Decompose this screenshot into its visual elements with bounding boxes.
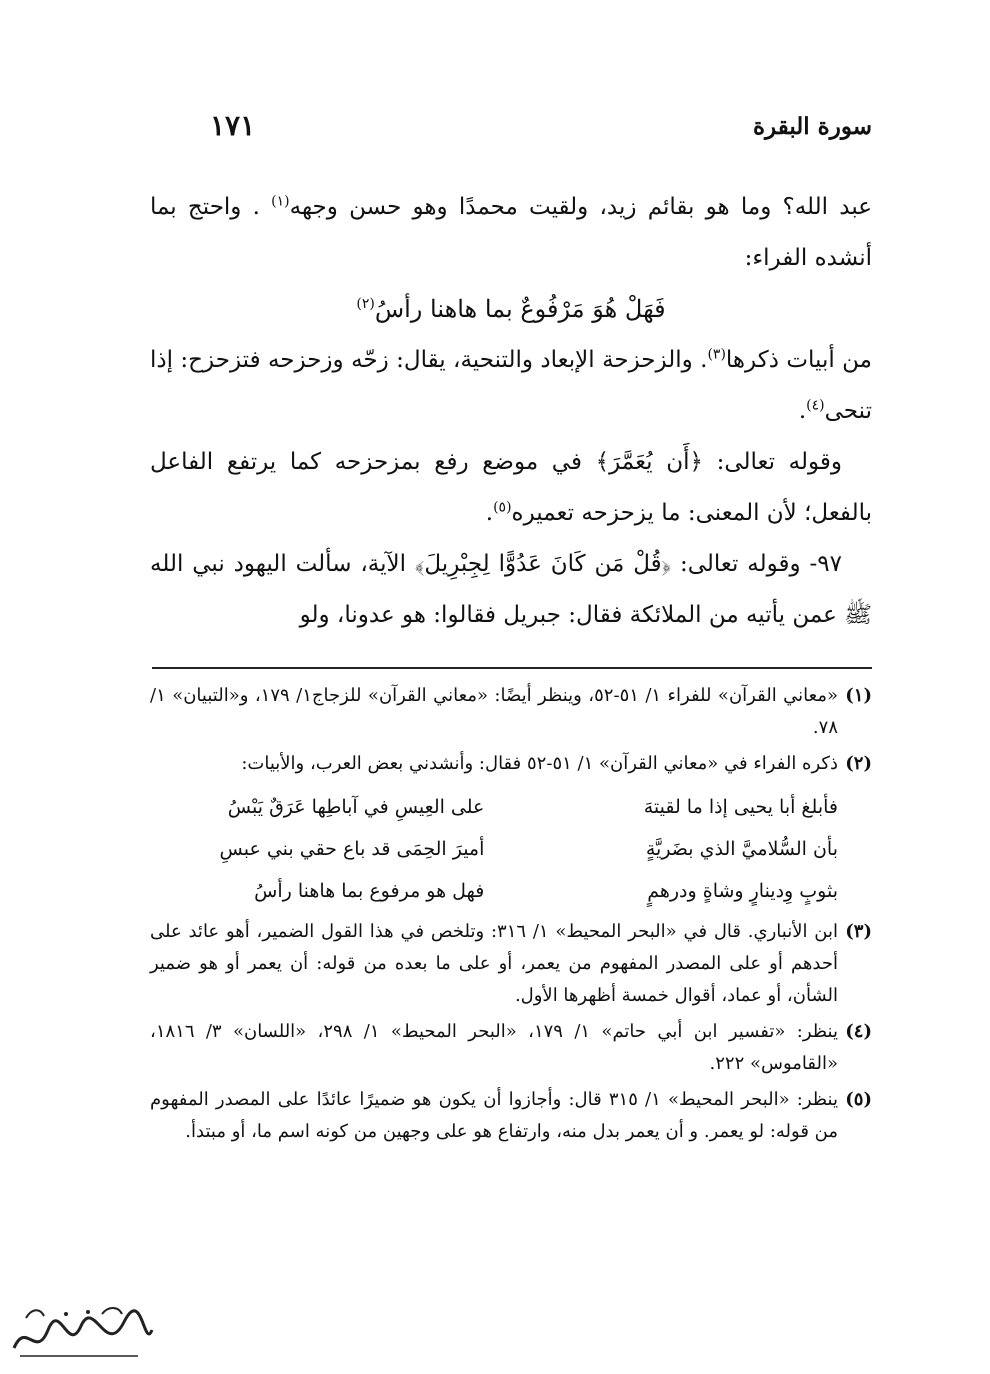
footnote-number: (١) xyxy=(845,685,872,706)
paragraph-3 xyxy=(150,437,872,539)
footnote-ref: (٢) xyxy=(356,296,375,312)
running-header xyxy=(150,109,872,153)
footnote-text: ينظر: «تفسير ابن أبي حاتم» ١/ ١٧٩، «البحر المحيط» ١/ ٢٩٨، «اللسان» ٣/ ١٨١٦، «القاموس» ٢٢٢. xyxy=(150,1021,838,1074)
text-line: من أبيات ذكرها xyxy=(725,347,872,373)
footnote-ref: (٣) xyxy=(707,346,726,363)
footnote-text: «معاني القرآن» للفراء ١/ ٥١-٥٢، وينظر أيضًا: «معاني القرآن» للزجاج١/ ١٧٩، و«التبيان» ١/ ٧٨. xyxy=(150,685,838,738)
poem-line xyxy=(150,786,838,828)
poem-hemistich-second: فهل هو مرفوع بما هاهنا رأسُ xyxy=(254,880,485,902)
surah-title: سورة البقرة xyxy=(752,113,872,140)
paragraph-1 xyxy=(150,182,872,284)
footnote-4 xyxy=(150,1016,872,1080)
text-line: . xyxy=(798,398,807,424)
footnote-separator xyxy=(152,667,872,669)
poem-hemistich-first: بثوبٍ وِدينارٍ وشاةٍ ودرهمٍ xyxy=(647,880,838,902)
footnotes xyxy=(150,680,872,1152)
footnote-ref: (٥) xyxy=(493,499,512,516)
footnote-number: (٤) xyxy=(845,1021,872,1042)
footnote-3 xyxy=(150,916,872,1012)
poem-hemistich-second: أميرَ الحِمَى قد باع حقي بني عبسِ xyxy=(219,838,485,860)
text-line: . xyxy=(485,500,494,526)
poem-block xyxy=(150,786,838,912)
main-text xyxy=(150,182,872,641)
footnote-1 xyxy=(150,680,872,744)
footnote-ref: (١) xyxy=(271,193,290,210)
text-line: وقوله تعالى: ﴿أَن يُعَمَّرَ﴾ في موضع رفع بمزحزحه كما يرتفع الفاعل بالفعل؛ لأن المعنى: ما يزحزحه تعميره xyxy=(150,449,872,526)
text-line: عبد الله؟ وما هو بقائم زيد، ولقيت محمدًا وهو حسن وجهه xyxy=(289,194,873,220)
poem-hemistich-second: على العِيسِ في آباطِها عَرَقٌ يَبْسُ xyxy=(227,796,485,818)
paragraph-2 xyxy=(150,335,872,437)
poem-hemistich-first: فأبلغ أبا يحيى إذا ما لقيتهَ xyxy=(643,796,838,818)
verse-text: فَهَلْ هُوَ مَرْفُوعٌ بما هاهنا رأسُ xyxy=(374,295,666,323)
footnote-number: (٣) xyxy=(845,921,872,942)
footnote-2 xyxy=(150,748,872,912)
poem-hemistich-first: بأن السُّلاميَّ الذي بضَريَّةٍ xyxy=(645,838,838,860)
footnote-text: ابن الأنباري. قال في «البحر المحيط» ١/ ٣١٦: وتلخص في هذا القول الضمير، أهو عائد على أحدهم أو على المصدر المفهوم من يعمر، أو على ما بعده من قوله: أن يعمر أو هو ضمير الشأن، أو عماد، أقوال خمسة أظهرها الأول. xyxy=(150,921,838,1006)
poem-verse xyxy=(150,284,872,335)
footnote-number: (٥) xyxy=(845,1089,872,1110)
footnote-text: ينظر: «البحر المحيط» ١/ ٣١٥ قال: وأجازوا أن يكون هو ضميرًا عائدًا على المصدر المفهوم من قوله: لو يعمر. و أن يعمر بدل منه، وارتفاع هو على وجهين من كونه اسم ما، أو مبتدأ. xyxy=(150,1089,838,1142)
text-line: ٩٧- وقوله تعالى: ﴿قُلْ مَن كَانَ عَدُوًّا لِجِبْرِيلَ﴾ الآية، سألت اليهود نبي الله ﷺ عمن يأتيه من الملائكة فقال: جبريل فقالوا: هو عدونا، ولو xyxy=(150,551,872,628)
poem-line xyxy=(150,828,838,870)
text-line: . والزحزحة الإبعاد والتنحية، يقال: زحّه وزحزحه فتزحزح: إذا تنحى xyxy=(150,347,872,424)
paragraph-4 xyxy=(150,539,872,641)
footnote-text: ذكره الفراء في «معاني القرآن» ١/ ٥١-٥٢ فقال: وأنشدني بعض العرب، والأبيات: xyxy=(241,753,838,774)
footnote-number: (٢) xyxy=(845,753,872,774)
footnote-ref: (٤) xyxy=(806,397,825,414)
poem-line xyxy=(150,870,838,912)
footnote-5 xyxy=(150,1084,872,1148)
page-number: ١٧١ xyxy=(210,109,256,142)
publisher-logo xyxy=(6,1300,156,1366)
text-line: . واحتج بما أنشده الفراء: xyxy=(150,194,872,271)
